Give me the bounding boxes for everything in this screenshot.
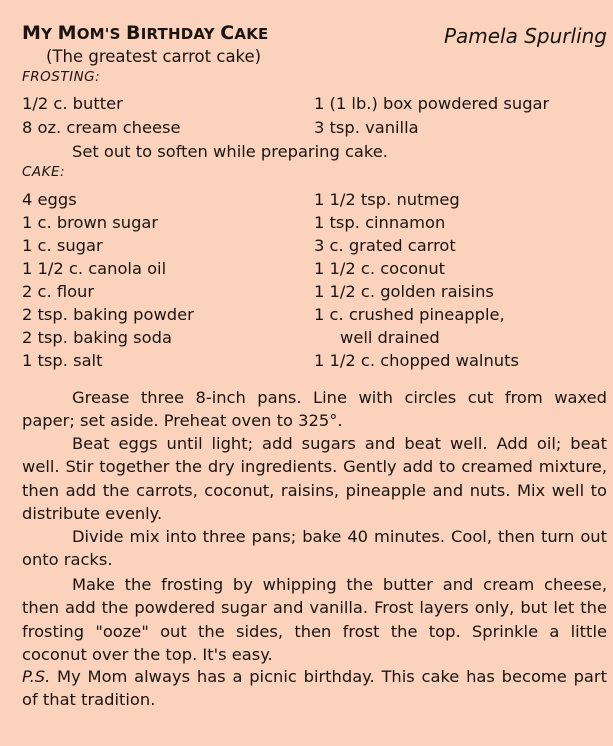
cake-ingredient: 2 tsp. baking soda [22,328,172,347]
cake-ingredient: 1 1/2 c. canola oil [22,259,167,278]
frosting-ingredient: 8 oz. cream cheese [22,118,181,137]
cake-ingredient: 2 tsp. baking powder [22,305,194,324]
directions-paragraph [22,432,607,525]
title-part: Y [41,25,58,43]
cake-ingredient: 1 1/2 tsp. nutmeg [314,190,460,209]
cake-ingredient: 1 c. sugar [22,236,103,255]
directions-text: Beat eggs until light; add sugars and beat well. Add oil; beat well. Stir together the dry ingredients. Gently add to creamed mixture, then add the carrots, coconut, raisins, pineapple and nuts. Mix well to distribute evenly. [22,434,607,523]
directions-paragraph [22,573,607,666]
postscript [22,665,607,712]
directions-paragraph [22,386,607,433]
frosting-ingredient: 1 (1 lb.) box powdered sugar [314,94,550,113]
cake-ingredient: 1 1/2 c. coconut [314,259,446,278]
directions-paragraph [22,525,607,572]
directions-text: Make the frosting by whipping the butter and cream cheese, then add the powdered sugar and vanilla. Frost layers only, but let the frosting "ooze" out the sides, then frost the top. Sprinkle a little coconut over the top. It's easy. [22,575,607,664]
title-part: M [22,22,42,44]
directions-text: Grease three 8-inch pans. Line with circles cut from waxed paper; set aside. Preheat oven to 325°. [22,388,607,431]
cake-ingredient: 1 tsp. salt [22,351,103,370]
title-part: 'S [104,25,127,43]
cake-ingredient: 1 c. brown sugar [22,213,159,232]
postscript-label: P.S. [22,667,51,686]
cake-ingredient: 1 1/2 c. chopped walnuts [314,351,519,370]
title-part: AKE [234,25,269,43]
cake-ingredient: 2 c. flour [22,282,95,301]
title-part: OM [76,25,105,43]
title-part: B [126,22,141,44]
postscript-text: My Mom always has a picnic birthday. This cake has become part of that tradition. [22,667,607,710]
cake-ingredient: 1 tsp. cinnamon [314,213,446,232]
frosting-ingredient: 3 tsp. vanilla [314,118,419,137]
cake-ingredient: 4 eggs [22,190,77,209]
title-part: M [57,22,77,44]
cake-ingredient: well drained [340,328,440,347]
cake-ingredient: 3 c. grated carrot [314,236,456,255]
title-part: IRTHDAY [140,25,221,43]
recipe-title [22,22,269,44]
directions-text: Divide mix into three pans; bake 40 minutes. Cool, then turn out onto racks. [22,527,607,570]
recipe-author: Pamela Spurling [443,24,607,48]
frosting-ingredient: 1/2 c. butter [22,94,123,113]
frosting-note: Set out to soften while preparing cake. [72,142,388,161]
title-part: C [220,22,235,44]
cake-label: CAKE: [22,164,66,180]
frosting-label: FROSTING: [22,69,101,85]
cake-ingredient: 1 c. crushed pineapple, [314,305,505,324]
cake-ingredient: 1 1/2 c. golden raisins [314,282,494,301]
recipe-subtitle: (The greatest carrot cake) [46,47,262,66]
